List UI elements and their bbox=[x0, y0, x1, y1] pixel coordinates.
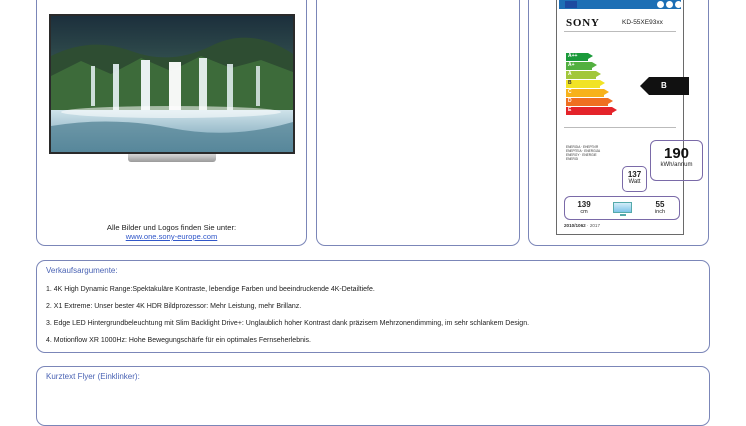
brand-logo: SONY bbox=[566, 17, 600, 29]
sales-arguments-title: Verkaufsargumente: bbox=[46, 266, 118, 275]
product-image-panel bbox=[36, 0, 307, 246]
sales-argument-item: 2. X1 Extreme: Unser bester 4K HDR Bildprozessor: Mehr Leistung, mehr Brillanz. bbox=[46, 303, 302, 310]
credit-link[interactable]: www.one.sony-europe.com bbox=[125, 232, 218, 241]
divider bbox=[564, 127, 676, 128]
image-credit bbox=[37, 223, 306, 241]
eu-circle-icon bbox=[675, 1, 682, 8]
annual-consumption-box bbox=[650, 140, 703, 181]
energy-class-e: E bbox=[566, 107, 612, 115]
sales-arguments-panel bbox=[36, 260, 710, 353]
sales-argument-item: 3. Edge LED Hintergrundbeleuchtung mit Slim Backlight Drive+: Unglaublich hoher Kontrast dank präzisem Mehrzonendimming, im sehr schlankem Design. bbox=[46, 320, 530, 327]
waterfall-landscape-image bbox=[51, 16, 293, 152]
energy-class-ap: A+ bbox=[566, 62, 592, 70]
energy-label-panel bbox=[528, 0, 709, 246]
screen-icon bbox=[613, 202, 632, 213]
tv-stand bbox=[128, 154, 216, 162]
model-number: KD-55XE93xx bbox=[622, 19, 663, 26]
energy-words: ENERGIA · ЕНЕРГИЯ ΕΝΕΡΓΕΙΑ · ENERGIJA ENERGY · ENERGIE ENERGI bbox=[566, 145, 601, 161]
regulation-ref: 2010/1062 · 2017 bbox=[564, 223, 601, 228]
sales-argument-item: 4. Motionflow XR 1000Hz: Hohe Bewegungschärfe für ein optimales Fernseherlebnis. bbox=[46, 337, 311, 344]
screen-size-box bbox=[564, 196, 680, 220]
energy-label bbox=[556, 0, 693, 235]
credit-text: Alle Bilder und Logos finden Sie unter: bbox=[106, 223, 237, 232]
energy-class-a: A bbox=[566, 71, 596, 79]
size-cm: 139 cm bbox=[577, 200, 591, 215]
flyer-text-title: Kurztext Flyer (Einklinker): bbox=[46, 372, 140, 381]
current-energy-class: B bbox=[649, 77, 689, 95]
empty-panel bbox=[316, 0, 520, 246]
energy-class-d: D bbox=[566, 98, 608, 106]
tv-screen bbox=[49, 14, 295, 154]
watt-value: 137 bbox=[627, 170, 642, 179]
kwh-unit: kWh/annum bbox=[660, 162, 693, 168]
watt-unit: Watt bbox=[628, 179, 641, 185]
tv-product-image bbox=[49, 14, 295, 162]
eu-header-bar bbox=[559, 0, 681, 9]
kwh-value: 190 bbox=[663, 145, 690, 162]
size-inch: 55 inch bbox=[654, 200, 666, 215]
sales-argument-item: 1. 4K High Dynamic Range:Spektakuläre Kontraste, lebendige Farben und beeindruckende 4K-Detailtiefe. bbox=[46, 286, 375, 293]
flyer-text-panel bbox=[36, 366, 710, 426]
power-box bbox=[622, 166, 647, 192]
divider bbox=[564, 31, 676, 32]
energy-class-c: C bbox=[566, 89, 604, 97]
energy-class-b: B bbox=[566, 80, 600, 88]
energy-class-app: A++ bbox=[566, 53, 588, 61]
eu-circle-icon bbox=[666, 1, 673, 8]
eu-circle-icon bbox=[657, 1, 664, 8]
eu-flag-icon bbox=[565, 1, 577, 8]
